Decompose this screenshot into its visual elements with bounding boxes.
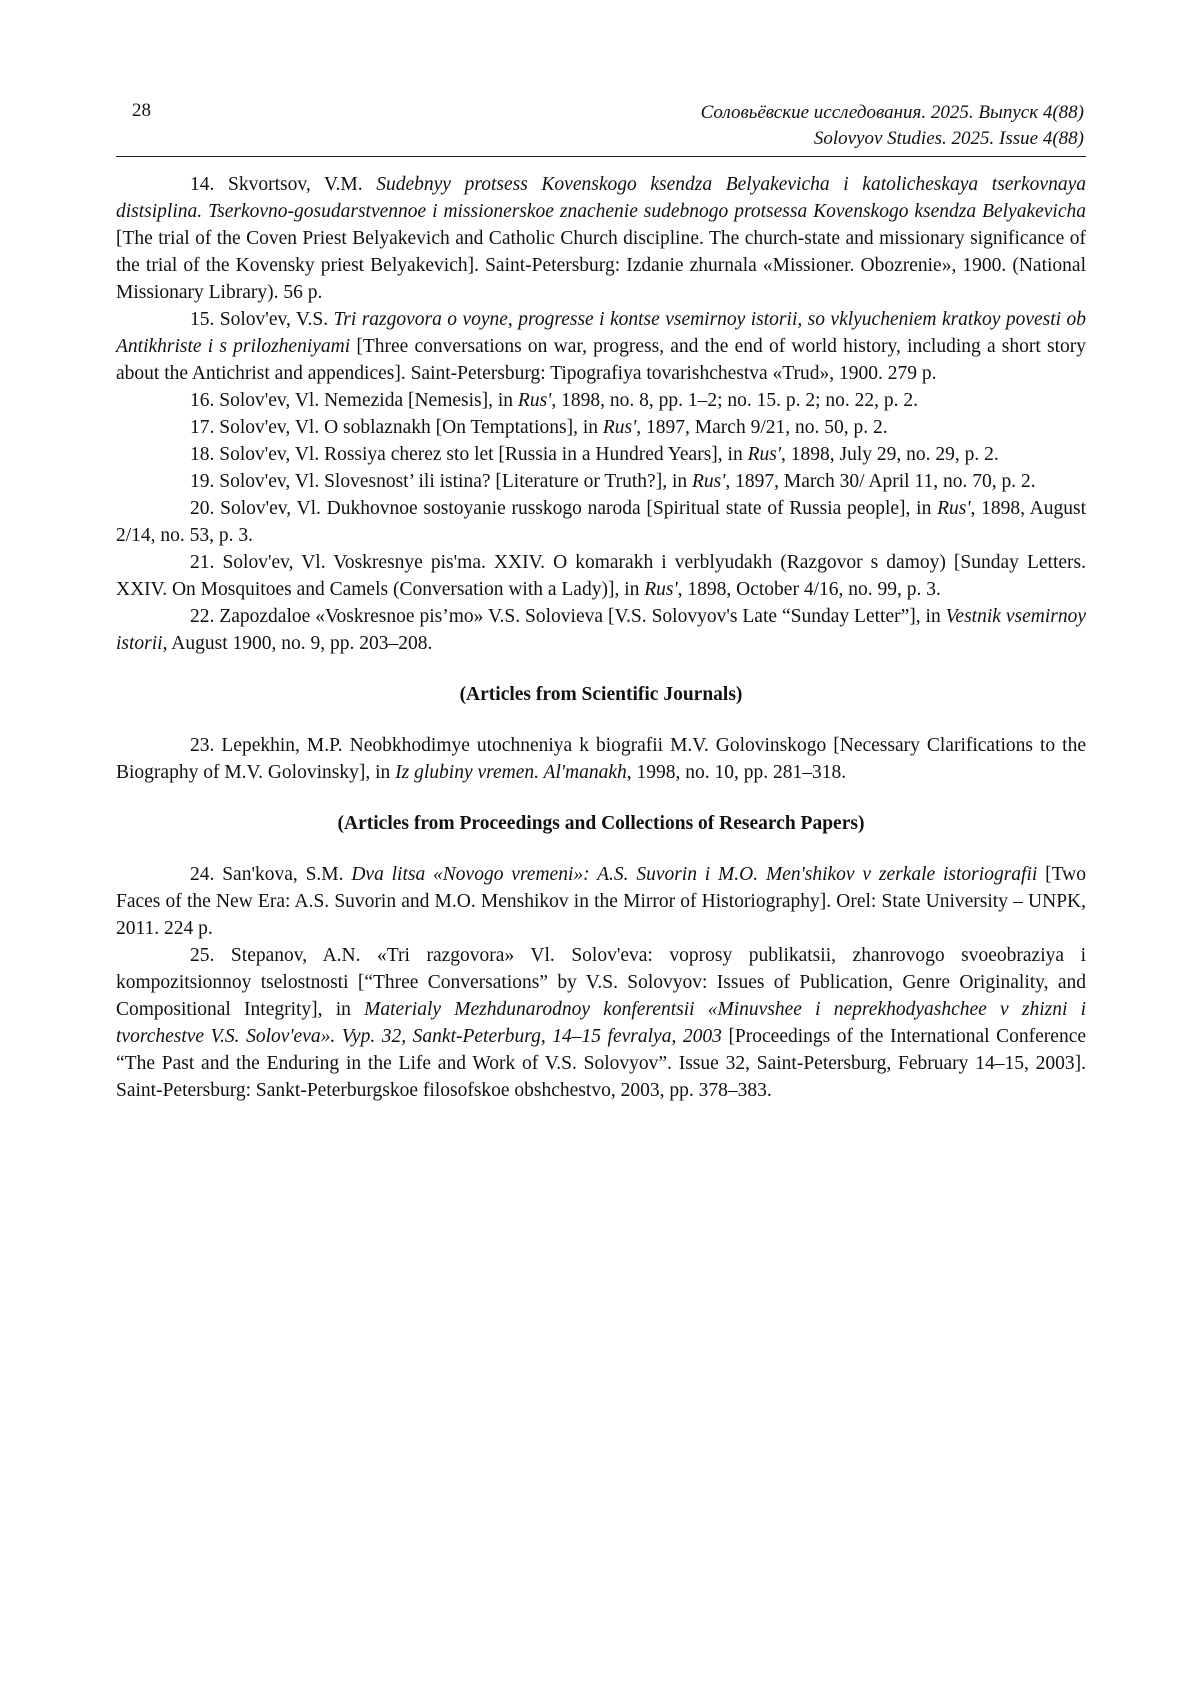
reference-entry xyxy=(116,732,1086,786)
running-title-ru: Соловьёвские исследования. 2025. Выпуск 4(88) xyxy=(700,102,1084,123)
section-heading: (Articles from Proceedings and Collections of Research Papers) xyxy=(337,813,865,834)
reference-text: 17. Solov'ev, Vl. O soblaznakh [On Temptations], in xyxy=(190,417,603,438)
reference-entry xyxy=(116,387,1086,414)
reference-entry xyxy=(116,495,1086,549)
reference-title-italic: Rus' xyxy=(517,390,552,411)
reference-title-italic: Vestnik vsemirnoy istorii xyxy=(116,606,1086,654)
reference-text: [The trial of the Coven Priest Belyakevich and Catholic Church discipline. The church-state and missionary significance of the trial of the Kovensky priest Belyakevich]. Saint-Petersburg: Izdanie zhurnala «Missioner. Obozrenie», 1900. (National Missionary Library). 56 p. xyxy=(116,228,1086,303)
reference-text: 14. Skvortsov, V.M. xyxy=(190,174,377,195)
reference-text: , 1898, October 4/16, no. 99, p. 3. xyxy=(677,579,941,600)
reference-title-italic: Rus' xyxy=(644,579,678,600)
reference-title-italic: Iz glubiny vremen. Al'manakh xyxy=(395,762,627,783)
reference-entry xyxy=(116,441,1086,468)
page-header xyxy=(116,96,1086,157)
reference-entry xyxy=(116,603,1086,657)
reference-text: [Two Faces of the New Era: A.S. Suvorin and M.O. Menshikov in the Mirror of Historiography]. Orel: State University – UNPK, 2011. 224 p. xyxy=(116,864,1086,939)
reference-title-italic: Sudebnyy protsess Kovenskogo ksendza Belyakevicha i katolicheskaya tserkovnaya distsiplina. Tserkovno-gosudarstvennoe i missionerskoe znachenie sudebnogo protsessa Kovenskogo ksendza Belyakevicha xyxy=(116,174,1086,222)
reference-title-italic: Rus' xyxy=(937,498,971,519)
reference-text: , 1998, no. 10, pp. 281–318. xyxy=(626,762,847,783)
reference-text: , August 1900, no. 9, pp. 203–208. xyxy=(162,633,433,654)
reference-title-italic: Rus' xyxy=(691,471,726,492)
reference-entry xyxy=(116,306,1086,387)
reference-text: , 1897, March 9/21, no. 50, p. 2. xyxy=(636,417,888,438)
reference-text: , 1898, August 2/14, no. 53, p. 3. xyxy=(116,498,1086,546)
reference-text: 22. Zapozdaloe «Voskresnoe pis’mo» V.S. Solovieva [V.S. Solovyov's Late “Sunday Letter”], in xyxy=(190,606,946,627)
reference-text: 25. Stepanov, A.N. «Tri razgovora» Vl. Solov'eva: voprosy publikatsii, zhanrovogo svoeobraziya i kompozitsionnoy tselostnosti [“Three Conversations” by V.S. Solovyov: Issues of Publication, Genre Originality, and Compositional Integrity], in xyxy=(116,945,1086,1020)
reference-title-italic: Tri razgovora o voyne, progresse i kontse vsemirnoy istorii, so vklyucheniem kratkoy povesti ob Antikhriste i s prilozheniyami xyxy=(116,309,1086,357)
reference-entry xyxy=(116,861,1086,942)
reference-text: , 1898, July 29, no. 29, p. 2. xyxy=(781,444,999,465)
reference-text: 15. Solov'ev, V.S. xyxy=(190,309,334,330)
reference-text: [Three conversations on war, progress, and the end of world history, including a short story about the Antichrist and appendices]. Saint-Petersburg: Tipografiya tovarishchestva «Trud», 1900. 279 p. xyxy=(116,336,1086,384)
reference-entry xyxy=(116,549,1086,603)
running-title-en: Solovyov Studies. 2025. Issue 4(88) xyxy=(813,128,1084,149)
page-number: 28 xyxy=(132,100,151,121)
reference-title-italic: Dva litsa «Novogo vremeni»: A.S. Suvorin i M.O. Men'shikov v zerkale istoriografii xyxy=(351,864,1038,885)
reference-text: 16. Solov'ev, Vl. Nemezida [Nemesis], in xyxy=(190,390,518,411)
page xyxy=(116,96,1086,1104)
reference-text: [Proceedings of the International Conference “The Past and the Enduring in the Life and Work of V.S. Solovyov”. Issue 32, Saint-Petersburg, February 14–15, 2003]. Saint-Petersburg: Sankt-Peterburgskoe filosofskoe obshchestvo, 2003, pp. 378–383. xyxy=(116,1026,1087,1101)
reference-text: 24. San'kova, S.M. xyxy=(190,864,352,885)
reference-text: , 1897, March 30/ April 11, no. 70, p. 2. xyxy=(725,471,1036,492)
running-title xyxy=(701,100,1084,152)
reference-entry xyxy=(116,414,1086,441)
reference-entry xyxy=(116,171,1086,306)
reference-title-italic: Rus' xyxy=(747,444,781,465)
reference-text: 21. Solov'ev, Vl. Voskresnye pis'ma. XXIV. O komarakh i verblyudakh (Razgovor s damoy) [Sunday Letters. XXIV. On Mosquitoes and Camels (Conversation with a Lady)], in xyxy=(116,552,1086,600)
reference-text: 18. Solov'ev, Vl. Rossiya cherez sto let [Russia in a Hundred Years], in xyxy=(190,444,748,465)
references-list xyxy=(116,157,1086,1104)
reference-title-italic: Rus' xyxy=(602,417,637,438)
reference-text: 19. Solov'ev, Vl. Slovesnost’ ili istina? [Literature or Truth?], in xyxy=(190,471,692,492)
reference-text: , 1898, no. 8, pp. 1–2; no. 15. p. 2; no. 22, p. 2. xyxy=(551,390,919,411)
reference-entry xyxy=(116,468,1086,495)
reference-entry xyxy=(116,942,1086,1104)
section-heading: (Articles from Scientific Journals) xyxy=(459,684,743,705)
reference-text: 20. Solov'ev, Vl. Dukhovnoe sostoyanie russkogo naroda [Spiritual state of Russia people], in xyxy=(190,498,938,519)
reference-title-italic: Materialy Mezhdunarodnoy konferentsii «Minuvshee i neprekhodyashchee v zhizni i tvorchestve V.S. Solov'eva». Vyp. 32, Sankt-Peterburg, 14–15 fevralya, 2003 xyxy=(116,999,1087,1047)
reference-text: 23. Lepekhin, M.P. Neobkhodimye utochneniya k biografii M.V. Golovinskogo [Necessary Clarifications to the Biography of M.V. Golovinsky], in xyxy=(116,735,1086,783)
